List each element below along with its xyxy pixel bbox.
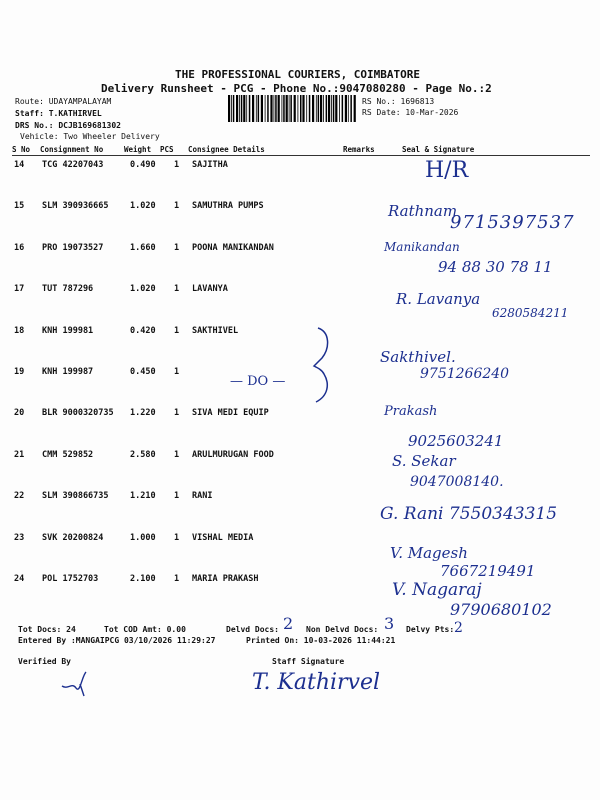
company-title: THE PROFESSIONAL COURIERS, COIMBATORE <box>175 68 421 81</box>
verified-by-label: Verified By <box>18 657 71 666</box>
row-consignment-no: KNH 199987 <box>42 367 94 377</box>
handwriting-r15-sig: Rathnam <box>388 202 458 220</box>
row-sno: 22 <box>14 491 25 502</box>
row-sno: 15 <box>14 201 25 212</box>
row-pcs: 1 <box>174 284 180 295</box>
handwriting-r19-ditto: — DO — <box>230 374 286 389</box>
verified-signature <box>58 668 94 698</box>
row-consignee: VISHAL MEDIA <box>192 532 254 543</box>
rs-no: RS No.: 1696813 <box>362 97 435 106</box>
row-consignment-no: SLM 390936665 <box>42 201 109 212</box>
row-weight: 2.580 <box>130 449 156 460</box>
table-row <box>0 160 600 201</box>
ditto-brace <box>312 326 342 404</box>
row-sno: 17 <box>14 284 25 295</box>
row-pcs: 1 <box>174 242 180 253</box>
handwriting-r19-sig: Sakthivel. <box>380 348 456 366</box>
row-consignment-no: TCG 42207043 <box>42 160 104 170</box>
row-sno: 23 <box>14 532 25 543</box>
staff-signature: T. Kathirvel <box>252 670 381 695</box>
row-consignment-no: BLR 9000320735 <box>42 408 114 419</box>
row-pcs: 1 <box>174 491 180 502</box>
row-sno: 24 <box>14 574 25 584</box>
col-remarks: Remarks <box>343 145 375 154</box>
drs-no: DRS No.: DCJB169681302 <box>15 121 121 130</box>
row-pcs: 1 <box>174 408 180 419</box>
col-consignment: Consignment No <box>40 145 104 154</box>
row-consignment-no: POL 1752703 <box>42 574 99 584</box>
col-weight: Weight <box>124 145 152 154</box>
col-pcs: PCS <box>160 145 174 154</box>
handwriting-r16-sig: Manikandan <box>384 240 460 254</box>
row-pcs: 1 <box>174 325 180 336</box>
delvd-docs-label: Delvd Docs: <box>226 625 279 634</box>
entered-by: Entered By :MANGAIPCG 03/10/2026 11:29:27 <box>18 636 216 645</box>
row-consignee: LAVANYA <box>192 284 228 295</box>
row-weight: 0.490 <box>130 160 156 170</box>
handwriting-r19-phone: 9751266240 <box>420 366 510 382</box>
col-consignee: Consignee Details <box>188 145 265 154</box>
row-weight: 1.220 <box>130 408 156 419</box>
printed-on: Printed On: 10-03-2026 11:44:21 <box>246 636 396 645</box>
staff-signature-label: Staff Signature <box>272 657 345 666</box>
runsheet-subtitle: Delivery Runsheet - PCG - Phone No.:9047080280 - Page No.:2 <box>101 82 492 95</box>
row-consignment-no: CMM 529852 <box>42 449 94 460</box>
row-pcs: 1 <box>174 574 180 584</box>
route: Route: UDAYAMPALAYAM <box>15 97 112 106</box>
handwriting-r21-sig: S. Sekar <box>392 452 456 470</box>
handwriting-r16-phone: 94 88 30 78 11 <box>438 258 553 276</box>
row-consignee: SAKTHIVEL <box>192 325 239 336</box>
handwriting-r14: H/R <box>425 158 469 183</box>
row-pcs: 1 <box>174 532 180 543</box>
table-row <box>0 408 600 449</box>
vehicle: Vehicle: Two Wheeler Delivery <box>20 132 160 141</box>
row-consignment-no: KNH 199981 <box>42 325 94 336</box>
row-pcs: 1 <box>174 449 180 460</box>
row-weight: 1.020 <box>130 284 156 295</box>
row-consignment-no: TUT 787296 <box>42 284 94 295</box>
handwriting-r21-phone: 9047008140. <box>410 474 504 490</box>
barcode <box>228 95 358 122</box>
non-delvd-docs-count: 3 <box>384 614 395 633</box>
handwriting-r23-phone: 7667219491 <box>440 562 536 580</box>
handwriting-r17-phone: 6280584211 <box>492 306 569 320</box>
row-pcs: 1 <box>174 367 180 377</box>
row-sno: 14 <box>14 160 25 170</box>
delvy-pts-label: Delvy Pts: <box>406 625 455 634</box>
row-pcs: 1 <box>174 160 180 170</box>
handwriting-r24-phone: 9790680102 <box>450 600 552 619</box>
row-consignee: SAJITHA <box>192 160 228 170</box>
row-consignee: RANI <box>192 491 213 502</box>
row-consignee: POONA MANIKANDAN <box>192 242 274 253</box>
row-weight: 1.660 <box>130 242 156 253</box>
row-sno: 18 <box>14 325 25 336</box>
handwriting-r24-sig: V. Nagaraj <box>392 580 482 600</box>
row-sno: 21 <box>14 449 25 460</box>
col-sno: S No <box>12 145 31 154</box>
row-consignee: ARULMURUGAN FOOD <box>192 449 274 460</box>
row-sno: 19 <box>14 367 25 377</box>
staff: Staff: T.KATHIRVEL <box>15 109 102 118</box>
row-consignment-no: SVK 20200824 <box>42 532 104 543</box>
tot-docs: Tot Docs: 24 <box>18 625 76 634</box>
row-sno: 16 <box>14 242 25 253</box>
row-weight: 2.100 <box>130 574 156 584</box>
non-delvd-docs-label: Non Delvd Docs: <box>306 625 379 634</box>
row-consignment-no: PRO 19073527 <box>42 242 104 253</box>
header-divider <box>12 155 590 156</box>
table-row <box>0 326 600 367</box>
row-weight: 1.210 <box>130 491 156 502</box>
row-weight: 0.420 <box>130 325 156 336</box>
tot-cod-amt: Tot COD Amt: 0.00 <box>104 625 186 634</box>
row-pcs: 1 <box>174 201 180 212</box>
handwriting-r23-sig: V. Magesh <box>390 544 468 562</box>
handwriting-r17-sig: R. Lavanya <box>396 290 481 308</box>
col-seal-signature: Seal & Signature <box>402 145 475 154</box>
rs-date: RS Date: 10-Mar-2026 <box>362 108 459 117</box>
table-row <box>0 367 600 408</box>
row-consignee: SIVA MEDI EQUIP <box>192 408 269 419</box>
row-weight: 1.000 <box>130 532 156 543</box>
row-consignment-no: SLM 390866735 <box>42 491 109 502</box>
handwriting-r20-sig: Prakash <box>384 404 438 419</box>
row-weight: 1.020 <box>130 201 156 212</box>
table-row <box>0 450 600 491</box>
row-consignee: MARIA PRAKASH <box>192 574 259 584</box>
row-sno: 20 <box>14 408 25 419</box>
handwriting-r22: G. Rani 7550343315 <box>380 504 558 524</box>
handwriting-r20-phone: 9025603241 <box>408 432 504 450</box>
delvd-docs-count: 2 <box>283 614 294 633</box>
handwriting-r15-phone: 9715397537 <box>450 212 575 233</box>
delvy-pts-count: 2 <box>454 620 463 636</box>
row-weight: 0.450 <box>130 367 156 377</box>
row-consignee: SAMUTHRA PUMPS <box>192 201 264 212</box>
